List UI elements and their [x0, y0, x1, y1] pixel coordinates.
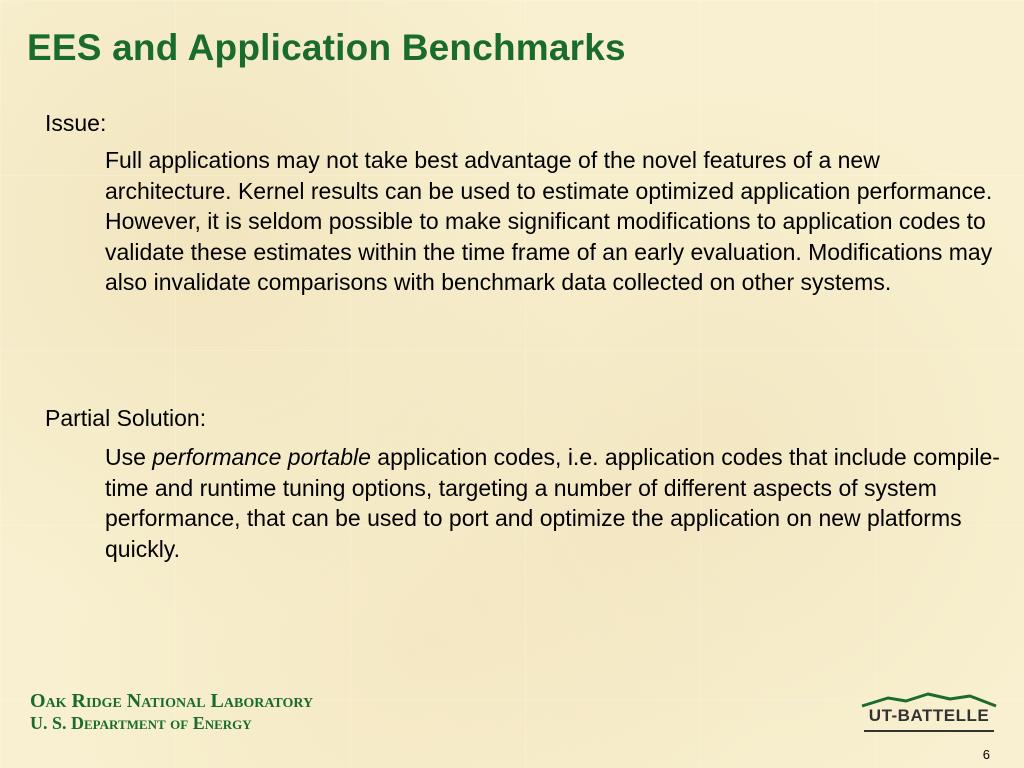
page-number: 6	[982, 747, 990, 762]
issue-heading: Issue:	[45, 110, 107, 136]
org-name: Oak Ridge National Laboratory	[30, 690, 314, 712]
ut-battelle-logo	[858, 692, 1000, 738]
solution-body-prefix: Use	[105, 444, 153, 470]
partial-solution-heading: Partial Solution:	[45, 405, 207, 431]
footer-organization	[30, 690, 313, 734]
solution-body-emphasis: performance portable	[152, 444, 371, 470]
department-name: U. S. Department of Energy	[30, 713, 252, 733]
logo-text: UT-BATTELLE	[868, 706, 990, 725]
slide-title: EES and Application Benchmarks	[27, 27, 626, 68]
issue-body: Full applications may not take best advantage of the novel features of a new architecture. Kernel results can be used to estimate optimized application performance. However, it is seldom possible to make significant modifications to application codes to validate these estimates within the time frame of an early evaluation. Modifications may also invalidate comparisons with benchmark data collected on other systems.	[105, 147, 993, 295]
solution-body-suffix: application codes, i.e. application codes that include compile-time and runtime tuning options, targeting a number of different aspects of system performance, that can be used to port and optimize the application on new platforms quickly.	[105, 444, 1000, 562]
partial-solution-body	[105, 442, 1000, 564]
